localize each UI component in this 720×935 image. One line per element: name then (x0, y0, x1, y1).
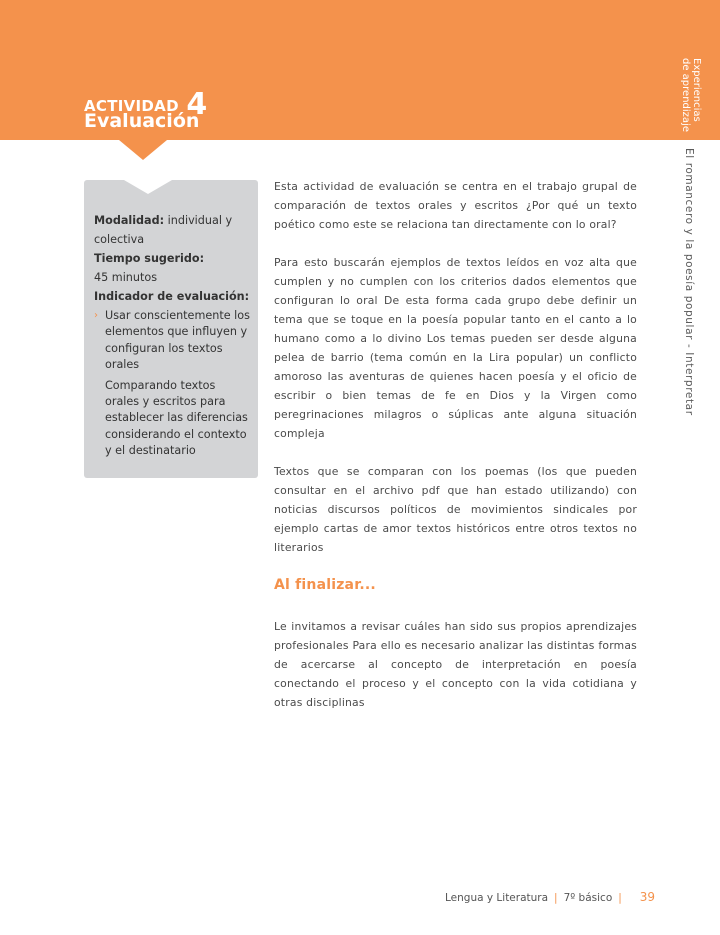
activity-number: 4 (186, 87, 208, 122)
activity-label: ACTIVIDAD (84, 97, 179, 115)
indicator-item: › Usar conscientemente los elementos que influyen y configuran los textos orales (94, 309, 250, 372)
footer-subject: Lengua y Literatura (445, 892, 549, 904)
activity-title: Evaluación (84, 110, 200, 132)
modalidad-value: individual y colectiva (94, 214, 233, 246)
subheading-al-finalizar: Al finalizar... (274, 577, 376, 593)
indicador-label: Indicador de evaluación: (94, 290, 250, 303)
side-tab-line1: Experiencias (691, 58, 702, 122)
page-number: 39 (639, 890, 656, 904)
page-footer (445, 890, 655, 904)
tiempo-label: Tiempo sugerido: (94, 252, 205, 265)
modalidad-label: Modalidad: (94, 214, 165, 227)
footer-divider: | (618, 892, 622, 904)
box-notch (124, 180, 172, 194)
paragraph-instructions: Para esto buscarán ejemplos de textos leídos en voz alta que cumplen y no cumplen con los criterios dados elementos que configuran lo oral De esta forma cada grupo debe definir un tema que se toque en la poesía popular tanto en el canto a lo humano como a lo divino Los temas pueden ser desde alguna pelea de barrio (tema común en la Lira popular) un conflicto amoroso las aventuras de quienes hacen poesía y el oficio de escribir o bien temas de fe en Dios y la Virgen como peregrinaciones milagros o súplicas ante alguna situación compleja (274, 256, 637, 440)
paragraph-intro: Esta actividad de evaluación se centra en el trabajo grupal de comparación de textos orales y escritos ¿Por qué un texto poético como este se relaciona tan directamente con lo oral? (274, 180, 637, 231)
activity-info-box (84, 180, 258, 478)
side-tab-line2: de aprendizaje (680, 58, 691, 132)
header-pointer-arrow (119, 140, 167, 160)
footer-grade: 7º básico (563, 892, 613, 904)
modalidad (94, 211, 252, 249)
indicator-item: Comparando textos orales y escritos para establecer las diferencias considerando el contexto y el destinatario (105, 378, 248, 458)
main-text-column (274, 177, 637, 731)
side-caption: El romancero y la poesía popular - Interpretar (683, 148, 695, 416)
tiempo-value: 45 minutos (94, 271, 158, 284)
paragraph-closing: Le invitamos a revisar cuáles han sido sus propios aprendizajes profesionales Para ello es necesario analizar las distintas formas de acercarse al concepto de interpretación en poesía conectando el proceso y el concepto con la vida cotidiana y otras disciplinas (274, 620, 637, 709)
bullet-icon: › (94, 310, 98, 321)
paragraph-comparison: Textos que se comparan con los poemas (los que pueden consultar en el archivo pdf que han estado utilizando) con noticias discursos políticos de movimientos sindicales por ejemplo cartas de amor textos históricos entre otros textos no literarios (274, 465, 637, 554)
footer-divider: | (554, 892, 558, 904)
side-tab-label (680, 58, 702, 132)
indicator-list (94, 308, 252, 460)
